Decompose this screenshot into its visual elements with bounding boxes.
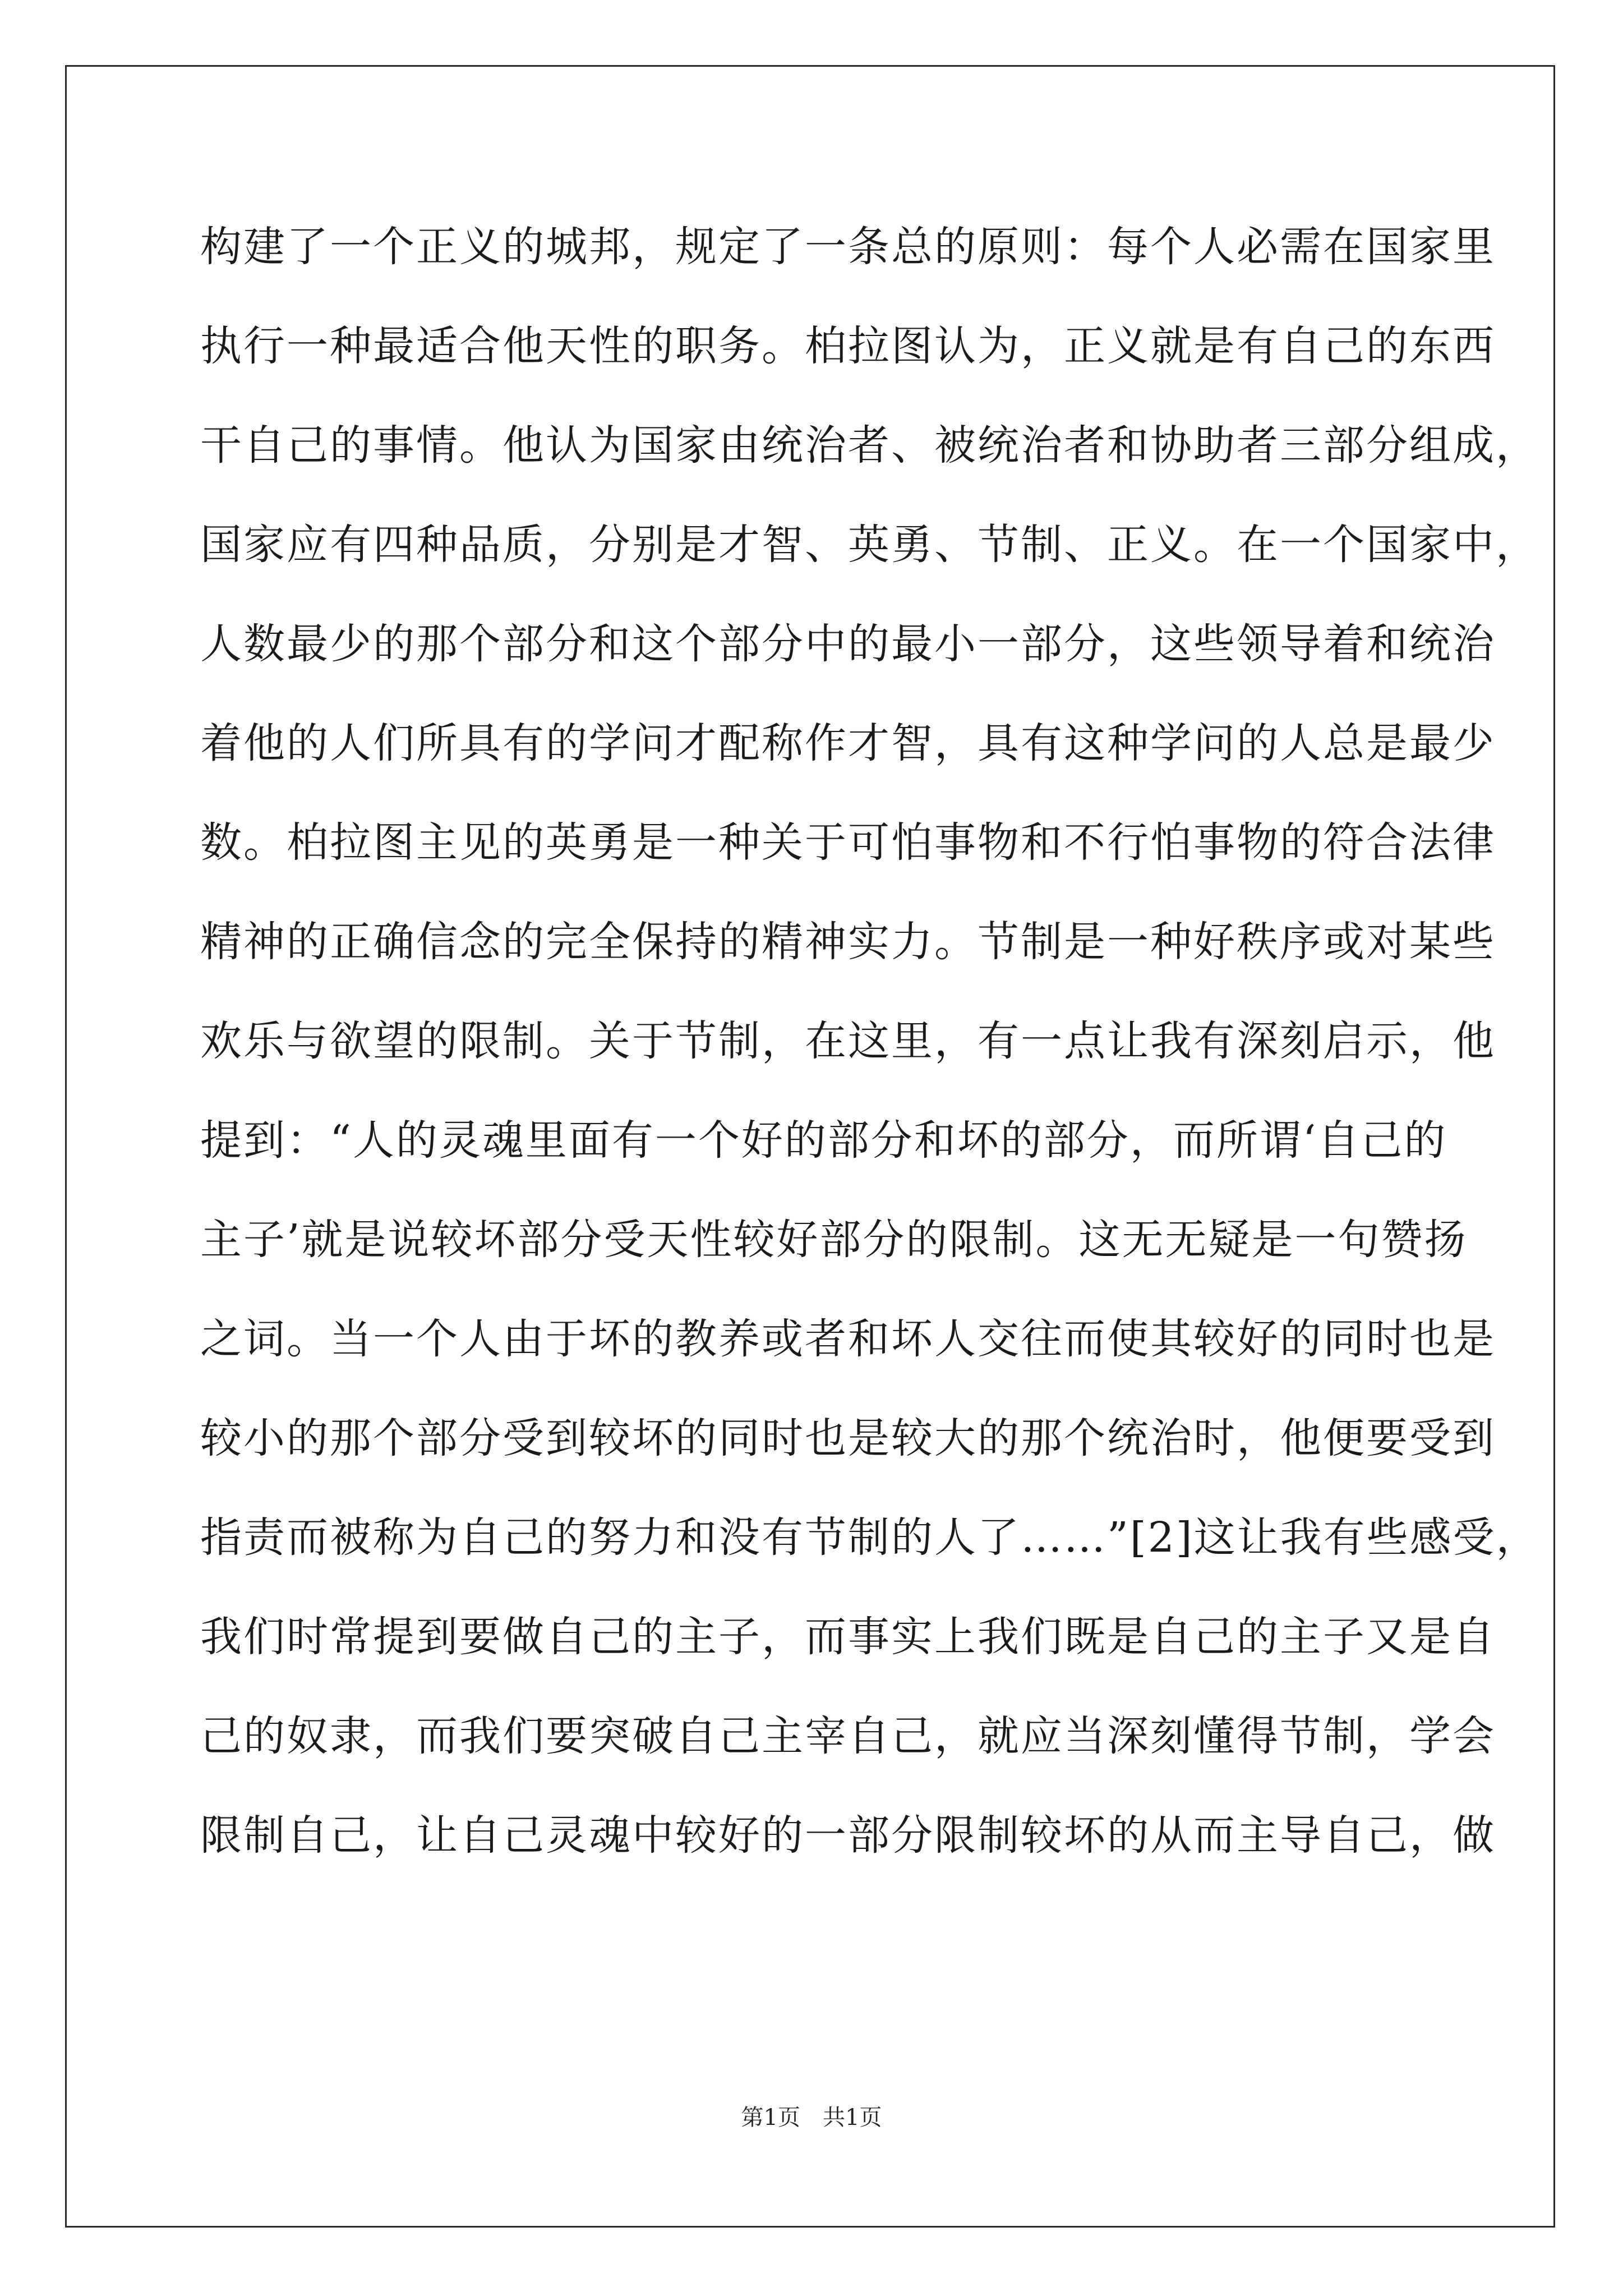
- text-line: 着他的人们所具有的学问才配称作才智，具有这种学问的人总是最少: [200, 719, 1496, 767]
- text-line: 数。柏拉图主见的英勇是一种关于可怕事物和不行怕事物的符合法律: [200, 818, 1496, 867]
- text-line: 人数最少的那个部分和这个部分中的最小一部分，这些领导着和统治: [200, 620, 1496, 668]
- text-line: 国家应有四种品质，分别是才智、英勇、节制、正义。在一个国家中，: [200, 521, 1539, 569]
- text-line: 精神的正确信念的完全保持的精神实力。节制是一种好秩序或对某些: [200, 918, 1496, 966]
- text-line: 限制自己，让自己灵魂中较好的一部分限制较坏的从而主导自己，做: [200, 1811, 1496, 1860]
- page-number: 第1页 共1页: [741, 2105, 882, 2131]
- text-line: 之词。当一个人由于坏的教养或者和坏人交往而使其较好的同时也是: [200, 1315, 1496, 1363]
- text-line: 较小的那个部分受到较坏的同时也是较大的那个统治时，他便要受到: [200, 1414, 1496, 1462]
- text-line: 执行一种最适合他天性的职务。柏拉图认为，正义就是有自己的东西: [200, 322, 1496, 370]
- text-line: 己的奴隶，而我们要突破自己主宰自己，就应当深刻懂得节制，学会: [200, 1712, 1496, 1760]
- text-line: 欢乐与欲望的限制。关于节制，在这里，有一点让我有深刻启示，他: [200, 1017, 1496, 1065]
- text-line: 我们时常提到要做自己的主子，而事实上我们既是自己的主子又是自: [200, 1613, 1496, 1661]
- text-line: 主子’就是说较坏部分受天性较好部分的限制。这无无疑是一句赞扬: [200, 1216, 1468, 1264]
- text-line: 提到：“人的灵魂里面有一个好的部分和坏的部分，而所谓‘自己的: [200, 1116, 1447, 1165]
- text-line: 指责而被称为自己的努力和没有节制的人了……”[2]这让我有些感受，: [200, 1513, 1539, 1562]
- text-line: 构建了一个正义的城邦，规定了一条总的原则：每个人必需在国家里: [200, 223, 1496, 271]
- text-line: 干自己的事情。他认为国家由统治者、被统治者和协助者三部分组成，: [200, 421, 1539, 470]
